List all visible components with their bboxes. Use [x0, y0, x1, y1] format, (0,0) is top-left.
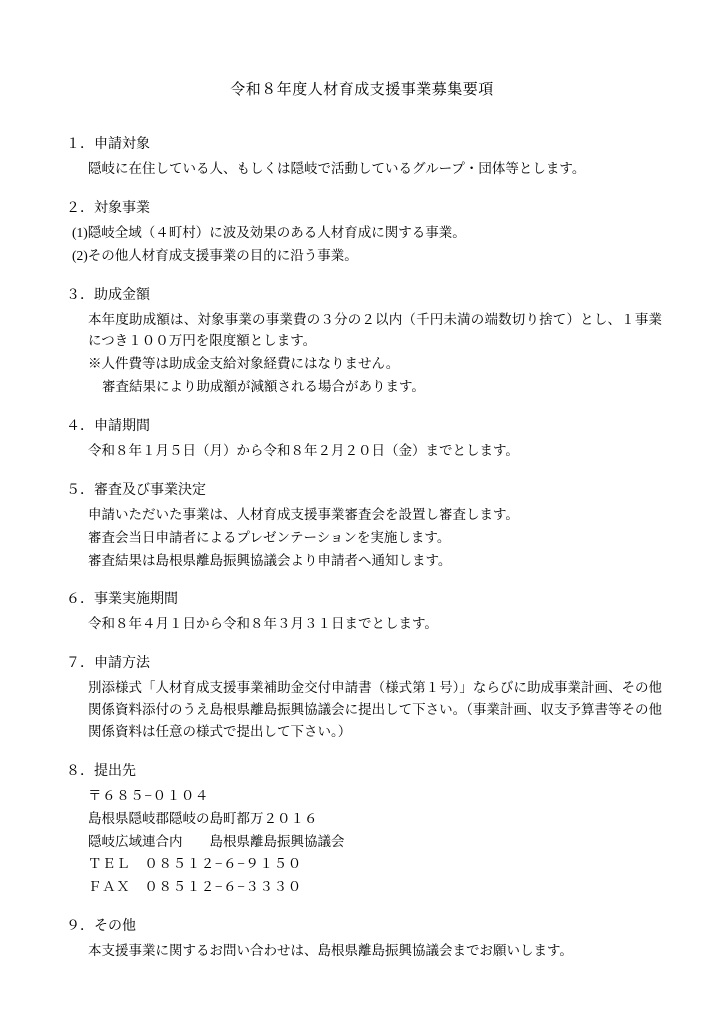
section-body	[88, 504, 662, 572]
body-line: 申請いただいた事業は、人材育成支援事業審査会を設置し審査します。	[88, 506, 519, 522]
section-body	[88, 677, 662, 743]
section-heading: ８．提出先	[66, 763, 136, 779]
body-line: 令和８年４月１日から令和８年３月３１日までとします。	[88, 616, 438, 632]
body-line: ※人件費等は助成金支給対象経費にはなりません。	[88, 356, 400, 372]
section-body	[88, 309, 662, 398]
section-application-period	[58, 415, 666, 462]
fax-line: ＦＡＸ ０８５１２−６−３３３０	[88, 879, 302, 895]
page-title: 令和８年度人材育成支援事業募集要項	[230, 82, 494, 98]
section-body	[88, 785, 662, 898]
section-heading: ２．対象事業	[66, 200, 150, 216]
postal-code: 〒６８５−０１０４	[88, 787, 210, 803]
section-other	[58, 915, 666, 962]
section-application-method	[58, 652, 666, 743]
body-line: 本年度助成額は、対象事業の事業費の３分の２以内（千円未満の端数切り捨て）とし、１事業につき１００万円を限度額とします。	[88, 311, 662, 349]
section-body	[72, 222, 662, 267]
section-heading: ５．審査及び事業決定	[66, 482, 206, 498]
body-line: (1)隠岐全域（４町村）に波及効果のある人材育成に関する事業。	[72, 224, 466, 240]
section-grant-amount	[58, 284, 666, 398]
body-line: (2)その他人材育成支援事業の目的に沿う事業。	[72, 247, 358, 263]
body-line: 審査会当日申請者によるプレゼンテーションを実施します。	[88, 529, 451, 545]
section-body	[88, 613, 662, 635]
organization-line: 隠岐広域連合内 島根県離島振興協議会	[88, 833, 345, 849]
body-line: 本支援事業に関するお問い合わせは、島根県離島振興協議会までお願いします。	[88, 943, 573, 959]
section-target-projects	[58, 197, 666, 267]
section-heading: １．申請対象	[66, 137, 150, 152]
section-body	[88, 158, 662, 180]
body-line: 別添様式「人材育成支援事業補助金交付申請書（様式第１号）」ならびに助成事業計画、その他関係資料添付のうえ島根県離島振興協議会に提出して下さい。（事業計画、収支予算書等その他関係資料は任意の様式で提出して下さい。）	[88, 680, 662, 740]
section-project-period	[58, 588, 666, 635]
telephone-line: ＴＥＬ ０８５１２−６−９１５０	[88, 856, 302, 872]
section-heading: ９．その他	[66, 919, 136, 935]
section-application-target	[58, 133, 666, 180]
section-heading: ６．事業実施期間	[66, 592, 178, 608]
body-line: 隠岐に在住している人、もしくは隠岐で活動しているグループ・団体等とします。	[88, 161, 586, 176]
body-line: 審査結果は島根県離島振興協議会より申請者へ通知します。	[88, 552, 452, 568]
body-line: 令和８年１月５日（月）から令和８年２月２０日（金）までとします。	[88, 443, 519, 459]
section-body	[88, 440, 662, 462]
section-body	[88, 940, 662, 962]
section-submission-address	[58, 760, 666, 898]
section-heading: ４．申請期間	[66, 419, 150, 435]
section-review-and-decision	[58, 479, 666, 572]
section-heading: ７．申請方法	[66, 656, 150, 672]
section-heading: ３．助成金額	[66, 287, 150, 303]
body-line: 審査結果により助成額が減額される場合があります。	[102, 379, 425, 395]
address-line: 島根県隠岐郡隠岐の島町都万２０１６	[88, 810, 318, 826]
